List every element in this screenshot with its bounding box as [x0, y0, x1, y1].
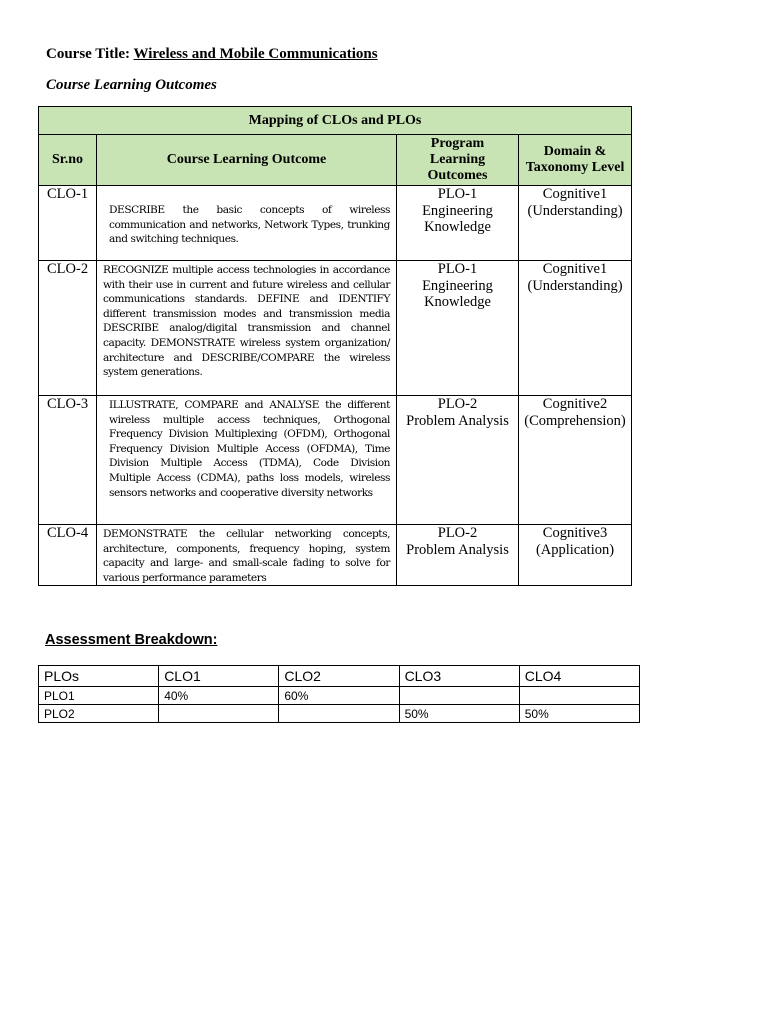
course-title: [46, 46, 378, 63]
domain-cell: [519, 186, 632, 261]
header-cell: CLO2: [279, 666, 399, 687]
plo-cell: [397, 525, 519, 586]
header-plo-line: Program: [430, 136, 485, 151]
clo-heading: Course Learning Outcomes: [46, 77, 217, 93]
plo-line: PLO-1: [437, 261, 478, 277]
clo-id: CLO-2: [39, 261, 97, 396]
table-row: [39, 261, 632, 396]
table-cell: 50%: [519, 705, 639, 723]
header-plo-line: Learning: [429, 152, 486, 167]
plo-line: Engineering: [422, 202, 493, 219]
domain-cell: [519, 396, 632, 525]
table-cell: 60%: [279, 687, 399, 705]
domain-line: (Application): [535, 541, 615, 558]
course-title-value: Wireless and Mobile Communications: [133, 46, 378, 62]
plo-line: PLO-2: [437, 525, 478, 541]
domain-line: (Comprehension): [524, 412, 626, 429]
header-cell: CLO4: [519, 666, 639, 687]
domain-line: (Understanding): [527, 277, 623, 294]
header-plo: [397, 135, 519, 186]
plo-line: Knowledge: [424, 219, 491, 235]
table-row: [39, 186, 632, 261]
header-domain-line: Domain &: [543, 144, 607, 159]
table-cell: 50%: [399, 705, 519, 723]
mapping-table-title: Mapping of CLOs and PLOs: [39, 107, 632, 135]
clo-id: CLO-3: [39, 396, 97, 525]
assessment-heading: Assessment Breakdown:: [45, 632, 218, 648]
domain-line: Cognitive1: [542, 186, 608, 202]
domain-line: (Understanding): [527, 202, 623, 219]
clo-id: CLO-1: [39, 186, 97, 261]
table-row: [39, 705, 640, 723]
header-clo: Course Learning Outcome: [97, 135, 397, 186]
table-cell: PLO1: [39, 687, 159, 705]
header-cell: CLO3: [399, 666, 519, 687]
table-row: [39, 525, 632, 586]
table-cell: PLO2: [39, 705, 159, 723]
table-cell: [399, 687, 519, 705]
header-domain: [519, 135, 632, 186]
clo-description: DESCRIBE the basic concepts of wireless communication and networks, Network Types, trunking and switching techniques.: [97, 186, 397, 261]
table-cell: [159, 705, 279, 723]
header-srno: Sr.no: [39, 135, 97, 186]
table-row: [39, 396, 632, 525]
plo-line: PLO-1: [437, 186, 478, 202]
table-cell: [279, 705, 399, 723]
header-plo-line: Outcomes: [427, 168, 488, 183]
header-cell: PLOs: [39, 666, 159, 687]
plo-line: Problem Analysis: [406, 412, 509, 429]
plo-cell: [397, 261, 519, 396]
plo-line: PLO-2: [437, 396, 478, 412]
plo-line: Problem Analysis: [406, 541, 509, 558]
clo-description: DEMONSTRATE the cellular networking concepts, architecture, components, frequency hoping, system capacity and large- and small-scale fading to solve for various performance parameters: [97, 525, 397, 586]
header-domain-line: Taxonomy Level: [525, 160, 625, 175]
table-cell: 40%: [159, 687, 279, 705]
domain-line: Cognitive2: [542, 396, 608, 412]
plo-line: Engineering: [422, 277, 493, 294]
domain-line: Cognitive1: [542, 261, 608, 277]
clo-description: ILLUSTRATE, COMPARE and ANALYSE the different wireless multiple access techniques, Orthogonal Frequency Division Multiplexing (OFDM), Orthogonal Frequency Division Multiple Access (OFDMA), Time Division Multiple Access (TDMA), Code Division Multiple Access (CDMA), paths loss models, wireless sensors networks and cooperative diversity networks: [97, 396, 397, 525]
header-cell: CLO1: [159, 666, 279, 687]
domain-line: Cognitive3: [542, 525, 608, 541]
table-header-row: [39, 666, 640, 687]
course-title-label: Course Title:: [46, 46, 131, 62]
plo-cell: [397, 186, 519, 261]
table-cell: [519, 687, 639, 705]
plo-cell: [397, 396, 519, 525]
clo-id: CLO-4: [39, 525, 97, 586]
clo-description: RECOGNIZE multiple access technologies in accordance with their use in current and future wireless and cellular communications standards. DEFINE and IDENTIFY different transmission modes and transmission media DESCRIBE analog/digital transmission and channel capacity. DEMONSTRATE wireless system organization/ architecture and DESCRIBE/COMPARE the wireless system generations.: [97, 261, 397, 396]
domain-cell: [519, 525, 632, 586]
domain-cell: [519, 261, 632, 396]
plo-line: Knowledge: [424, 294, 491, 310]
assessment-table: [38, 665, 640, 723]
clo-plo-mapping-table: [38, 106, 632, 586]
table-row: [39, 687, 640, 705]
